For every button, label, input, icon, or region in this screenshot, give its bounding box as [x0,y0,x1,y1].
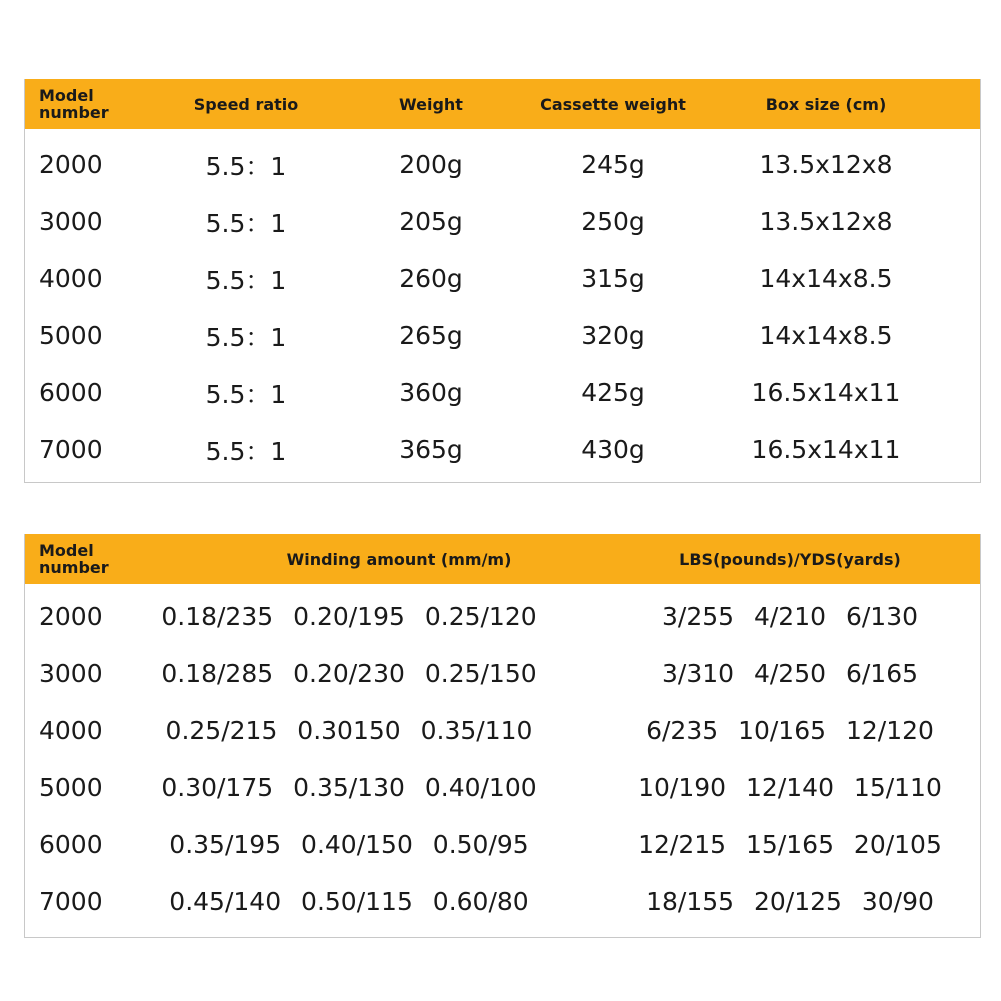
table-row [25,645,980,702]
line-table-header [25,534,980,584]
cell-box-size: 16.5x14x11 [751,435,901,464]
table-row [25,136,980,193]
table-row [25,873,980,930]
table-row [25,307,980,364]
cell-box-size: 14x14x8.5 [759,264,893,293]
spec-table-body [25,136,980,478]
cell-model: 4000 [39,716,103,745]
cell-model: 7000 [39,887,103,916]
line-capacity-table [24,534,981,938]
cell-winding-amount: 0.18/285 0.20/230 0.25/150 [161,659,537,688]
cell-winding-amount: 0.25/215 0.30150 0.35/110 [165,716,533,745]
table-row [25,702,980,759]
cell-cassette-weight: 245g [581,150,645,179]
header-box-size: Box size (cm) [765,94,887,114]
cell-lbs-yds: 6/235 10/165 12/120 [646,716,934,745]
cell-weight: 360g [399,378,463,407]
cell-model: 3000 [39,207,103,236]
cell-cassette-weight: 430g [581,435,645,464]
line-table-body [25,588,980,930]
table-row [25,816,980,873]
cell-cassette-weight: 425g [581,378,645,407]
header-winding-amount: Winding amount (mm/m) [286,549,512,569]
cell-speed-ratio: 5.5：1 [205,379,287,409]
spec-table-header [25,79,980,129]
cell-weight: 365g [399,435,463,464]
cell-box-size: 13.5x12x8 [759,150,893,179]
cell-model: 5000 [39,321,103,350]
cell-model: 3000 [39,659,103,688]
cell-model: 6000 [39,378,103,407]
cell-box-size: 16.5x14x11 [751,378,901,407]
header-speed-ratio: Speed ratio [193,94,299,114]
cell-model: 2000 [39,150,103,179]
cell-lbs-yds: 18/155 20/125 30/90 [646,887,934,916]
cell-weight: 200g [399,150,463,179]
header-model-number: Model number [39,86,109,122]
cell-cassette-weight: 315g [581,264,645,293]
cell-cassette-weight: 320g [581,321,645,350]
table-row [25,588,980,645]
cell-winding-amount: 0.18/235 0.20/195 0.25/120 [161,602,537,631]
cell-weight: 205g [399,207,463,236]
cell-lbs-yds: 3/255 4/210 6/130 [661,602,919,631]
cell-lbs-yds: 12/215 15/165 20/105 [638,830,942,859]
cell-box-size: 14x14x8.5 [759,321,893,350]
cell-model: 4000 [39,264,103,293]
cell-winding-amount: 0.35/195 0.40/150 0.50/95 [169,830,529,859]
table-row [25,193,980,250]
table-row [25,364,980,421]
header-cassette-weight: Cassette weight [540,94,686,114]
table-row [25,421,980,478]
header-lbs-yds: LBS(pounds)/YDS(yards) [679,549,901,569]
cell-winding-amount: 0.30/175 0.35/130 0.40/100 [161,773,537,802]
header-model-number-2: Model number [39,541,109,577]
spec-table [24,79,981,483]
table-row [25,250,980,307]
cell-speed-ratio: 5.5：1 [205,208,287,238]
cell-model: 7000 [39,435,103,464]
cell-winding-amount: 0.45/140 0.50/115 0.60/80 [169,887,529,916]
cell-weight: 265g [399,321,463,350]
cell-box-size: 13.5x12x8 [759,207,893,236]
cell-speed-ratio: 5.5：1 [205,151,287,181]
cell-lbs-yds: 10/190 12/140 15/110 [638,773,942,802]
table-row [25,759,980,816]
cell-lbs-yds: 3/310 4/250 6/165 [661,659,919,688]
cell-cassette-weight: 250g [581,207,645,236]
cell-speed-ratio: 5.5：1 [205,436,287,466]
cell-model: 2000 [39,602,103,631]
cell-speed-ratio: 5.5：1 [205,322,287,352]
header-weight: Weight [399,94,463,114]
cell-model: 5000 [39,773,103,802]
cell-speed-ratio: 5.5：1 [205,265,287,295]
cell-model: 6000 [39,830,103,859]
cell-weight: 260g [399,264,463,293]
